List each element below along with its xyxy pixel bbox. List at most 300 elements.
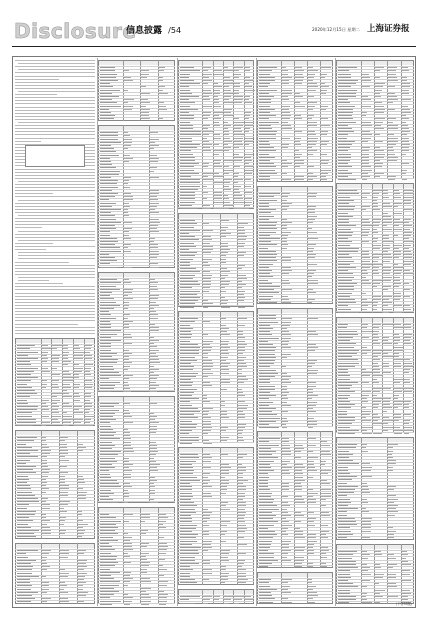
table-cell-value bbox=[203, 115, 210, 116]
table-cell-value bbox=[308, 366, 312, 367]
table-row-label bbox=[259, 525, 275, 526]
table-cell-value bbox=[238, 531, 245, 532]
table-cell-value bbox=[394, 398, 398, 399]
table-cell-value bbox=[203, 366, 212, 367]
table-cell-value bbox=[203, 443, 211, 444]
table-cell-value bbox=[373, 382, 380, 383]
table-cell-value bbox=[221, 350, 228, 351]
table-row-label bbox=[180, 493, 192, 494]
table-row-label bbox=[17, 585, 33, 586]
table-cell-value bbox=[282, 547, 289, 548]
table-row-label bbox=[100, 521, 121, 522]
table-row-label bbox=[338, 302, 357, 303]
table-cell-value bbox=[295, 512, 301, 513]
table-cell-value bbox=[203, 173, 212, 174]
table-cell-value bbox=[224, 99, 229, 100]
table-cell-value bbox=[124, 231, 129, 232]
table-row-label bbox=[338, 366, 355, 367]
table-cell-value bbox=[394, 343, 398, 344]
table-row-rule bbox=[336, 409, 414, 410]
table-cell-value bbox=[362, 209, 366, 210]
table-cell-value bbox=[402, 141, 409, 142]
table-cell-value bbox=[124, 350, 130, 351]
table-cell-value bbox=[224, 86, 229, 87]
table-row-label bbox=[338, 118, 354, 119]
text-line bbox=[15, 94, 57, 95]
table-row-label bbox=[259, 299, 272, 300]
table-cell-value bbox=[375, 77, 380, 78]
table-cell-value bbox=[375, 125, 380, 126]
table-row-label bbox=[17, 447, 33, 448]
table-cell-value bbox=[60, 508, 65, 509]
table-cell-value bbox=[203, 512, 212, 513]
table-cell-value bbox=[308, 521, 314, 522]
table-cell-value bbox=[238, 236, 248, 237]
table-row-label bbox=[17, 488, 32, 489]
table-cell-value bbox=[42, 466, 48, 467]
table-cell-value bbox=[362, 134, 372, 135]
table-cell-value bbox=[362, 112, 367, 113]
table-row-label bbox=[180, 233, 190, 234]
table-row-label bbox=[100, 340, 121, 341]
table-row-label bbox=[180, 379, 192, 380]
table-cell-value bbox=[388, 118, 395, 119]
table-cell-value bbox=[124, 295, 128, 296]
table-cell-value bbox=[224, 122, 228, 123]
table-cell-value bbox=[308, 232, 317, 233]
table-cell-value bbox=[375, 70, 380, 71]
table-cell-value bbox=[388, 460, 396, 461]
table-row-label bbox=[259, 267, 270, 268]
table-cell-value bbox=[203, 223, 209, 224]
table-cell-value bbox=[234, 154, 239, 155]
table-cell-value bbox=[362, 251, 369, 252]
table-row-label bbox=[100, 362, 118, 363]
table-cell-value bbox=[224, 202, 230, 203]
table-cell-value bbox=[42, 355, 48, 356]
table-cell-value bbox=[404, 324, 411, 325]
table-cell-value bbox=[394, 353, 399, 354]
table-cell-value bbox=[159, 70, 164, 71]
table-cell-value bbox=[42, 403, 47, 404]
table-row-label bbox=[338, 209, 355, 210]
table-row-label bbox=[338, 372, 348, 373]
table-cell-value bbox=[159, 521, 166, 522]
table-cell-value bbox=[388, 586, 397, 587]
table-row-label bbox=[338, 476, 358, 477]
table-cell-value bbox=[159, 569, 167, 570]
table-cell-value bbox=[42, 456, 47, 457]
table-cell-value bbox=[124, 422, 133, 423]
table-cell-value bbox=[282, 515, 290, 516]
table-row-label bbox=[180, 599, 189, 600]
table-row-label bbox=[259, 232, 277, 233]
table-cell-value bbox=[375, 564, 379, 565]
table-cell-value bbox=[52, 368, 57, 369]
table-cell-value bbox=[383, 219, 392, 220]
table-cell-value bbox=[295, 179, 304, 180]
table-row-label bbox=[338, 213, 349, 214]
table-cell-value bbox=[150, 340, 159, 341]
table-cell-value bbox=[234, 141, 241, 142]
table-cell-value bbox=[124, 502, 129, 503]
table-row-label bbox=[180, 579, 196, 580]
table-cell-value bbox=[224, 80, 234, 81]
table-cell-value bbox=[203, 186, 207, 187]
table-cell-value bbox=[373, 404, 379, 405]
table-cell-value bbox=[308, 350, 315, 351]
table-cell-value bbox=[203, 531, 209, 532]
table-cell-value bbox=[85, 393, 91, 394]
table-cell-value bbox=[221, 502, 228, 503]
table-row-rule bbox=[98, 469, 175, 470]
table-row-label bbox=[100, 575, 112, 576]
table-cell-value bbox=[362, 451, 368, 452]
table-cell-value bbox=[74, 406, 82, 407]
text-line bbox=[18, 69, 95, 70]
table-row-label bbox=[338, 414, 348, 415]
table-row-label bbox=[338, 77, 352, 78]
table-cell-value bbox=[238, 284, 246, 285]
table-row-label bbox=[180, 318, 199, 319]
table-cell-value bbox=[394, 350, 404, 351]
table-cell-value bbox=[214, 125, 221, 126]
table-cell-value bbox=[388, 486, 396, 487]
table-row-label bbox=[100, 235, 111, 236]
table-row-label bbox=[338, 334, 358, 335]
table-cell-value bbox=[203, 307, 208, 308]
table-cell-value bbox=[373, 353, 382, 354]
table-cell-value bbox=[221, 437, 230, 438]
table-cell-value bbox=[295, 560, 304, 561]
table-cell-value bbox=[383, 366, 388, 367]
table-cell-value bbox=[362, 206, 370, 207]
table-cell-value bbox=[282, 486, 289, 487]
table-cell-value bbox=[221, 334, 230, 335]
table-cell-value bbox=[150, 372, 154, 373]
table-row-label bbox=[180, 281, 199, 282]
table-cell-value bbox=[124, 514, 134, 515]
table-row-label bbox=[180, 596, 200, 597]
table-cell-value bbox=[321, 83, 325, 84]
table-cell-value bbox=[282, 144, 288, 145]
table-cell-value bbox=[124, 314, 131, 315]
table-cell-value bbox=[404, 430, 414, 431]
table-cell-value bbox=[42, 576, 47, 577]
table-row-label bbox=[259, 464, 270, 465]
table-cell-value bbox=[308, 563, 313, 564]
table-cell-value bbox=[214, 150, 223, 151]
table-cell-value bbox=[238, 363, 246, 364]
table-cell-value bbox=[74, 412, 82, 413]
table-cell-value bbox=[394, 334, 399, 335]
table-cell-value bbox=[203, 417, 210, 418]
table-cell-value bbox=[388, 505, 398, 506]
table-cell-value bbox=[60, 598, 68, 599]
table-cell-value bbox=[373, 222, 380, 223]
table-cell-value bbox=[221, 573, 230, 574]
table-cell-value bbox=[362, 257, 370, 258]
table-row-label bbox=[259, 534, 278, 535]
text-line bbox=[15, 141, 41, 142]
table-cell-value bbox=[42, 566, 51, 567]
table-cell-value bbox=[141, 578, 150, 579]
table-cell-value bbox=[221, 259, 227, 260]
table-cell-value bbox=[373, 280, 383, 281]
table-row-label bbox=[17, 576, 39, 577]
text-line bbox=[18, 252, 95, 253]
table-row-label bbox=[259, 537, 274, 538]
table-row-label bbox=[17, 460, 31, 461]
table-cell-value bbox=[373, 257, 379, 258]
table-cell-value bbox=[74, 352, 83, 353]
table-row-label bbox=[100, 321, 110, 322]
table-cell-value bbox=[203, 398, 207, 399]
table-cell-value bbox=[238, 437, 243, 438]
table-cell-value bbox=[383, 261, 390, 262]
table-cell-value bbox=[404, 327, 411, 328]
table-row-label bbox=[338, 147, 351, 148]
table-cell-value bbox=[74, 425, 84, 426]
table-row-label bbox=[100, 161, 111, 162]
table-row-label bbox=[259, 115, 277, 116]
table-row-label bbox=[259, 531, 275, 532]
table-cell-value bbox=[375, 593, 380, 594]
table-header-band bbox=[179, 61, 253, 65]
table-cell-value bbox=[78, 560, 87, 561]
table-cell-value bbox=[308, 102, 317, 103]
table-cell-value bbox=[238, 297, 245, 298]
table-cell-value bbox=[282, 244, 288, 245]
table-cell-value bbox=[42, 569, 48, 570]
table-cell-value bbox=[238, 325, 245, 326]
table-cell-value bbox=[394, 286, 399, 287]
table-row-label bbox=[180, 557, 196, 558]
text-line bbox=[15, 193, 53, 194]
table-row-label bbox=[100, 193, 119, 194]
table-row-label bbox=[338, 90, 357, 91]
table-row-label bbox=[259, 179, 271, 180]
table-cell-value bbox=[308, 457, 317, 458]
table-row-label bbox=[259, 424, 269, 425]
table-cell-value bbox=[362, 302, 372, 303]
table-cell-value bbox=[221, 486, 227, 487]
table-cell-value bbox=[404, 382, 410, 383]
table-cell-value bbox=[362, 444, 367, 445]
table-cell-value bbox=[221, 489, 228, 490]
table-cell-value bbox=[60, 479, 66, 480]
table-cell-value bbox=[373, 407, 379, 408]
table-cell-value bbox=[373, 340, 378, 341]
table-cell-value bbox=[203, 128, 207, 129]
table-row-label bbox=[180, 243, 194, 244]
text-line bbox=[15, 169, 95, 170]
table-row-label bbox=[100, 524, 117, 525]
table-cell-value bbox=[221, 373, 230, 374]
table-cell-value bbox=[203, 163, 208, 164]
table-row-label bbox=[100, 212, 112, 213]
table-cell-value bbox=[60, 447, 67, 448]
table-cell-value bbox=[224, 603, 229, 604]
table-cell-value bbox=[375, 109, 385, 110]
table-row-label bbox=[180, 560, 195, 561]
table-row-label bbox=[180, 303, 195, 304]
table-row-label bbox=[100, 254, 109, 255]
table-cell-value bbox=[308, 418, 314, 419]
table-row-label bbox=[259, 86, 269, 87]
table-row-label bbox=[100, 356, 113, 357]
table-row-label bbox=[338, 551, 358, 552]
table-cell-value bbox=[321, 451, 330, 452]
table-cell-value bbox=[214, 192, 222, 193]
table-cell-value bbox=[52, 400, 59, 401]
table-row-label bbox=[338, 433, 356, 434]
table-cell-value bbox=[224, 90, 231, 91]
table-row-label bbox=[100, 93, 112, 94]
table-cell-value bbox=[124, 382, 128, 383]
table-row-label bbox=[100, 585, 120, 586]
table-row-label bbox=[180, 334, 192, 335]
table-cell-value bbox=[308, 392, 313, 393]
table-cell-value bbox=[203, 347, 212, 348]
table-cell-value bbox=[295, 118, 302, 119]
table-cell-value bbox=[362, 141, 368, 142]
table-row-label bbox=[259, 395, 277, 396]
table-cell-value bbox=[85, 348, 91, 349]
table-row-label bbox=[100, 99, 112, 100]
table-row-label bbox=[338, 179, 356, 180]
table-row-label bbox=[338, 200, 354, 201]
table-cell-value bbox=[308, 592, 317, 593]
table-cell-value bbox=[52, 380, 58, 381]
table-cell-value bbox=[238, 389, 242, 390]
table-cell-value bbox=[394, 296, 401, 297]
table-row-label bbox=[338, 602, 350, 603]
table-row-label bbox=[180, 278, 194, 279]
table-cell-value bbox=[124, 442, 131, 443]
table-cell-value bbox=[203, 138, 207, 139]
text-line bbox=[15, 178, 95, 179]
table-cell-value bbox=[124, 145, 131, 146]
table-cell-value bbox=[60, 582, 66, 583]
table-cell-value bbox=[295, 67, 302, 68]
table-cell-value bbox=[308, 386, 316, 387]
table-cell-value bbox=[394, 430, 404, 431]
table-cell-value bbox=[404, 363, 412, 364]
table-cell-value bbox=[78, 573, 87, 574]
table-cell-value bbox=[203, 569, 212, 570]
table-cell-value bbox=[383, 350, 392, 351]
table-cell-value bbox=[308, 544, 314, 545]
table-cell-value bbox=[234, 157, 243, 158]
table-row-label bbox=[100, 422, 111, 423]
table-cell-value bbox=[282, 521, 289, 522]
table-cell-value bbox=[224, 195, 228, 196]
table-cell-value bbox=[308, 125, 317, 126]
table-cell-value bbox=[295, 93, 300, 94]
table-cell-value bbox=[245, 166, 255, 167]
table-cell-value bbox=[373, 363, 379, 364]
table-cell-value bbox=[141, 581, 151, 582]
table-cell-value bbox=[373, 203, 378, 204]
table-cell-value bbox=[124, 109, 132, 110]
table-cell-value bbox=[373, 296, 381, 297]
table-cell-value bbox=[245, 118, 250, 119]
table-cell-value bbox=[321, 454, 331, 455]
table-row-label bbox=[338, 590, 351, 591]
table-cell-value bbox=[150, 231, 159, 232]
table-cell-value bbox=[404, 401, 410, 402]
table-cell-value bbox=[124, 432, 130, 433]
table-cell-value bbox=[221, 464, 229, 465]
table-cell-value bbox=[362, 558, 368, 559]
table-cell-value bbox=[394, 395, 399, 396]
table-cell-value bbox=[203, 106, 212, 107]
table-cell-value bbox=[60, 504, 68, 505]
table-row-label bbox=[338, 479, 352, 480]
table-row-label bbox=[17, 482, 28, 483]
table-cell-value bbox=[150, 413, 155, 414]
table-cell-value bbox=[282, 544, 289, 545]
table-cell-value bbox=[282, 99, 289, 100]
table-cell-value bbox=[282, 379, 288, 380]
table-cell-value bbox=[150, 298, 159, 299]
table-cell-value bbox=[85, 412, 89, 413]
table-row-label bbox=[180, 515, 191, 516]
table-cell-value bbox=[383, 222, 392, 223]
table-cell-value bbox=[373, 391, 380, 392]
table-cell-value bbox=[282, 366, 286, 367]
table-row-rule bbox=[15, 462, 95, 463]
table-cell-value bbox=[221, 325, 227, 326]
table-cell-value bbox=[150, 267, 159, 268]
table-cell-value bbox=[394, 363, 401, 364]
table-cell-value bbox=[373, 366, 379, 367]
table-row-label bbox=[100, 581, 120, 582]
table-cell-value bbox=[60, 585, 67, 586]
table-row-label bbox=[338, 74, 351, 75]
table-cell-value bbox=[295, 457, 301, 458]
table-row-label bbox=[259, 411, 273, 412]
text-line bbox=[15, 314, 95, 315]
table-cell-value bbox=[60, 456, 66, 457]
table-row-label bbox=[259, 483, 268, 484]
table-cell-value bbox=[234, 173, 239, 174]
table-cell-value bbox=[221, 566, 226, 567]
table-cell-value bbox=[308, 489, 313, 490]
table-cell-value bbox=[124, 318, 129, 319]
table-row-label bbox=[100, 454, 119, 455]
table-cell-value bbox=[394, 324, 401, 325]
table-header-band bbox=[99, 273, 174, 277]
table-row-label bbox=[180, 405, 192, 406]
table-cell-value bbox=[63, 384, 70, 385]
table-cell-value bbox=[214, 118, 221, 119]
table-row-label bbox=[100, 279, 117, 280]
table-cell-value bbox=[150, 419, 155, 420]
table-cell-value bbox=[124, 251, 131, 252]
table-cell-value bbox=[404, 366, 412, 367]
table-row-label bbox=[17, 403, 28, 404]
table-cell-value bbox=[234, 144, 243, 145]
table-cell-value bbox=[238, 265, 245, 266]
table-cell-value bbox=[295, 499, 304, 500]
table-cell-value bbox=[295, 106, 305, 107]
table-cell-value bbox=[150, 148, 154, 149]
table-row-label bbox=[180, 67, 194, 68]
table-cell-value bbox=[203, 166, 208, 167]
table-row-label bbox=[259, 493, 273, 494]
